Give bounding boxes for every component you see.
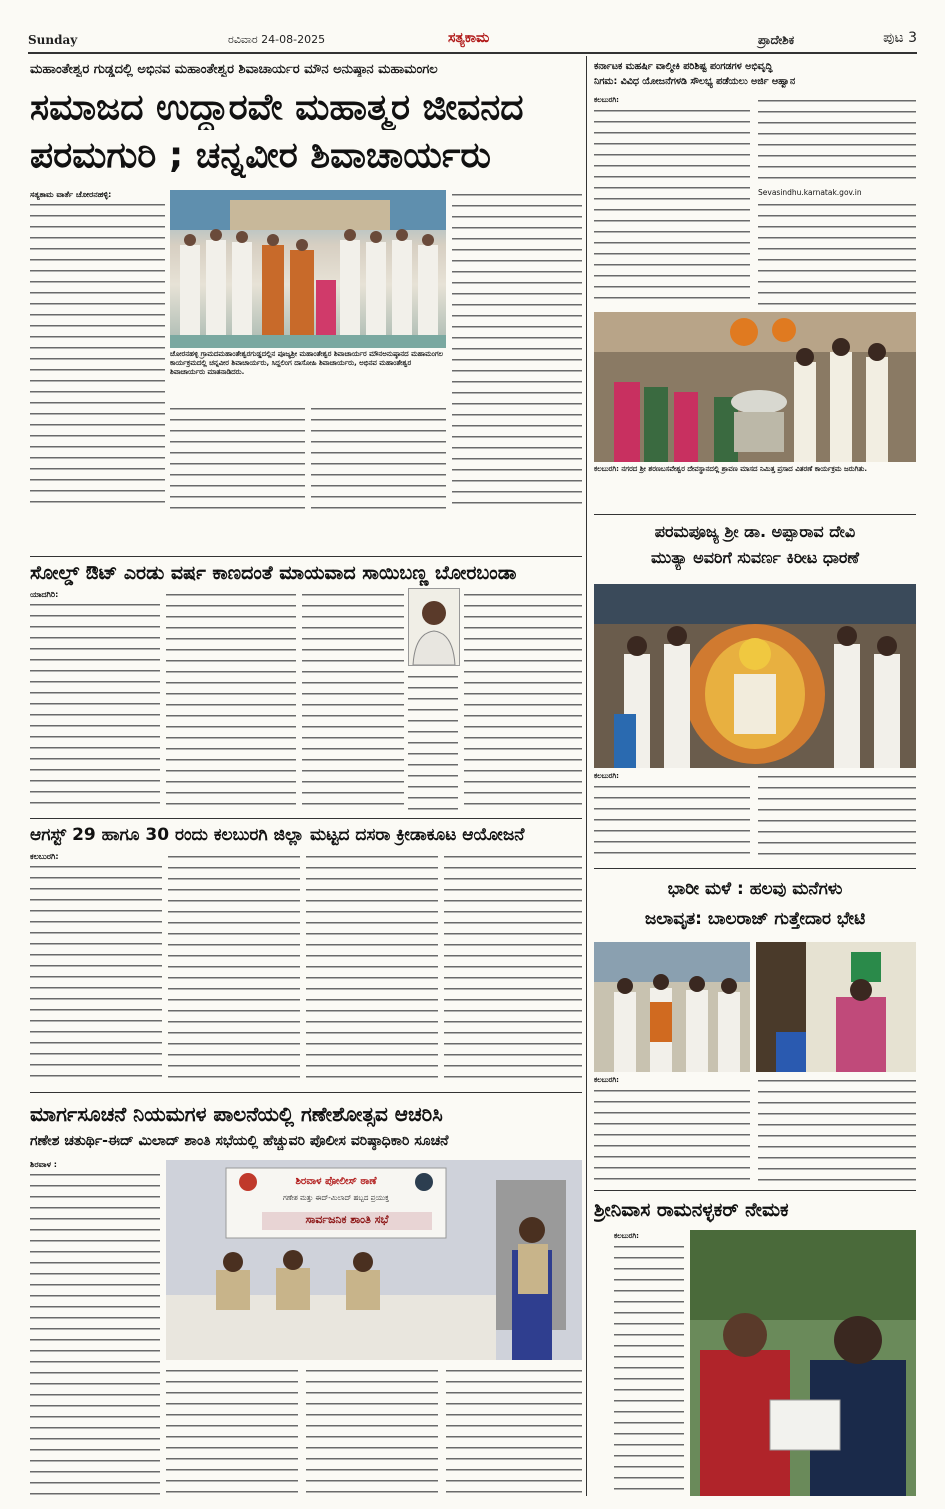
right3-photo-left: [594, 942, 750, 1072]
story1-kicker: ಮಹಾಂತೇಶ್ವರ ಗುಡ್ಡದಲ್ಲಿ ಅಭಿನವ ಮಹಾಂತೇಶ್ವರ ಶಿವಾಚಾರ್ಯರ ಮೌನ ಅನುಷ್ಠಾನ ಮಹಾಮಂಗಲ: [30, 62, 438, 77]
story1-title-line2: ಪರಮಗುರಿ ; ಚನ್ನವೀರ ಶಿವಾಚಾರ್ಯರು: [30, 135, 491, 176]
right2-dateline: ಕಲಬುರಗಿ:: [594, 772, 619, 780]
rule-2: [30, 818, 582, 819]
page-label: ಪುಟ: [883, 30, 904, 46]
story3-body-col2: [168, 852, 300, 1082]
story1-photo: [170, 190, 446, 348]
right2-title-line1: ಪರಮಪೂಜ್ಯ ಶ್ರೀ ಡಾ. ಅಪ್ಪಾರಾವ ದೇವಿ: [654, 522, 856, 541]
right1-title-line2: ನಿಗಮ: ವಿವಿಧ ಯೋಜನೆಗಳಡಿ ಸೌಲಭ್ಯ ಪಡೆಯಲು ಅರ್ಜಿ ಆಹ್ವಾನ: [594, 76, 796, 87]
right1-photo: [594, 312, 916, 462]
right2-body-col2: [758, 772, 916, 862]
story1-body-col2: [170, 404, 305, 510]
story4-title: ಮಾರ್ಗಸೂಚನೆ ನಿಯಮಗಳ ಪಾಲನೆಯಲ್ಲಿ ಗಣೇಶೋತ್ಸವ ಆಚರಿಸಿ: [30, 1102, 443, 1126]
story3-body-col3: [306, 852, 438, 1082]
column-divider: [586, 56, 587, 1496]
story1-caption: ಚೋರನಹಳ್ಳಿ ಗ್ರಾಮದಮಹಾಂತೇಶ್ವರಗುಡ್ಡದಲ್ಲಿನ ಪೂಜ್ಯಶ್ರೀ ಮಹಾಂತೇಶ್ವರ ಶಿವಾಚಾರ್ಯರ ಮೌನಅನುಷ್ಠಾನದ ಮಹಾಮಂಗಲ ಕಾರ್ಯಕ್ರಮದಲ್ಲಿ ಚನ್ನವೀರ ಶಿವಾಚಾರ್ಯರು, ಸಿದ್ದಲಿಂಗ ದಾಸೋಹಿ ಶಿವಾಚಾರ್ಯರು, ಅಭಿನವ ಮಹಾಂತೇಶ್ವರ ಶಿವಾಚಾರ್ಯರು ಮಾತನಾಡಿದರು.: [170, 350, 444, 376]
right4-dateline: ಕಲಬುರಗಿ:: [614, 1232, 639, 1240]
rule-r3: [594, 1190, 916, 1191]
story3-dateline: ಕಲಬುರಗಿ:: [30, 852, 59, 861]
story1-body-col1: [30, 200, 165, 510]
story4-body-col2: [166, 1366, 298, 1495]
right2-photo: [594, 584, 916, 768]
masthead: ಸತ್ಯಕಾಮ: [448, 30, 490, 46]
page-header: [28, 30, 917, 54]
right1-dateline: ಕಲಬುರಗಿ:: [594, 96, 619, 104]
right1-title-line1: ಕರ್ನಾಟಕ ಮಹರ್ಷಿ ವಾಲ್ಮೀಕಿ ಪರಿಶಿಷ್ಟ ಪಂಗಡಗಳ ಅಭಿವೃದ್ಧಿ: [594, 61, 773, 72]
rule-r2: [594, 868, 916, 869]
story4-body-col1: [30, 1170, 160, 1495]
right3-photo-right: [756, 942, 916, 1072]
story2-dateline: ಯಾದಗಿರಿ:: [30, 590, 59, 599]
right1-body-col2b: [758, 200, 916, 306]
story1-dateline: ಸತ್ಯಕಾಮ ವಾರ್ತೆ ಚೋರನಹಳ್ಳಿ:: [30, 190, 112, 199]
story4-photo: [166, 1160, 582, 1360]
right3-title-line2: ಜಲಾವೃತ: ಬಾಲರಾಜ್ ಗುತ್ತೇದಾರ ಭೇಟಿ: [644, 909, 866, 929]
section-label: ಪ್ರಾದೇಶಿಕ: [758, 33, 795, 47]
story4-body-col4: [446, 1366, 582, 1495]
rule-r1: [594, 514, 916, 515]
right4-title: ಶ್ರೀನಿವಾಸ ರಾಮನಳ್ಳಕರ್ ನೇಮಕ: [594, 1199, 789, 1221]
right2-title-line2: ಮುತ್ಯಾ ಅವರಿಗೆ ಸುವರ್ಣ ಕಿರೀಟ ಧಾರಣೆ: [650, 548, 860, 567]
page-number: 3: [908, 30, 917, 46]
story2-body-col2: [166, 590, 296, 810]
rule-1: [30, 556, 582, 557]
right3-title-line1: ಭಾರೀ ಮಳೆ : ಹಲವು ಮನೆಗಳು: [667, 879, 843, 899]
right1-body-col1: [594, 106, 750, 306]
right3-body-col1: [594, 1086, 750, 1182]
right1-caption: ಕಲಬುರಗಿ: ನಗರದ ಶ್ರೀ ಶರಣಬಸವೇಶ್ವರ ದೇವಸ್ಥಾನದಲ್ಲಿ ಶ್ರಾವಣ ಮಾಸದ ನಿಮಿತ್ತ ಪ್ರಸಾದ ವಿತರಣೆ ಕಾರ್ಯಕ್ರಮ ಜರುಗಿತು.: [594, 465, 868, 473]
story3-body-col4: [444, 852, 582, 1082]
story1-title-line1: ಸಮಾಜದ ಉದ್ದಾರವೇ ಮಹಾತ್ಮರ ಜೀವನದ: [30, 87, 524, 128]
story4-body-col3: [306, 1366, 438, 1495]
right1-url: Sevasindhu.karnatak.gov.in: [758, 188, 862, 197]
banner-station: ಶಿರವಾಳ ಪೋಲೀಸ್ ಠಾಣೆ: [295, 1176, 377, 1187]
story2-body-col3: [302, 590, 404, 810]
banner-main: ಸಾರ್ವಜನಿಕ ಶಾಂತಿ ಸಭೆ: [305, 1213, 389, 1226]
right3-body-col2: [758, 1076, 916, 1182]
page-number-box: [883, 30, 917, 46]
right4-body: [614, 1242, 684, 1496]
story2-body-col5: [464, 590, 582, 810]
date-label: ರವಿವಾರ 24-08-2025: [228, 33, 326, 46]
day-label: Sunday: [28, 33, 78, 47]
story4-subtitle: ಗಣೇಶ ಚತುರ್ಥಿ-ಈದ್ ಮಿಲಾದ್ ಶಾಂತಿ ಸಭೆಯಲ್ಲಿ ಹೆಚ್ಚುವರಿ ಪೊಲೀಸ ವರಿಷ್ಠಾಧಿಕಾರಿ ಸೂಚನೆ: [30, 1133, 449, 1149]
story4-dateline: ಶಿರವಾಳ :: [30, 1160, 57, 1169]
story2-portrait: [408, 588, 460, 666]
story2-title: ಸೋಲ್ಡ್ ಔಟ್ ಎರಡು ವರ್ಷ ಕಾಣದಂತೆ ಮಾಯವಾದ ಸಾಯಿಬಣ್ಣ ಬೋರಬಂಡಾ: [30, 562, 517, 584]
story2-body-col1: [30, 600, 160, 810]
right1-body-col2a: [758, 96, 916, 186]
story3-title: ಆಗಸ್ಟ್ 29 ಹಾಗೂ 30 ರಂದು ಕಲಬುರಗಿ ಜಿಲ್ಲಾ ಮಟ್ಟದ ದಸರಾ ಕ್ರೀಡಾಕೂಟ ಆಯೋಜನೆ: [30, 825, 525, 845]
story1-body-col3: [311, 404, 446, 510]
banner-sub: ಗಣೇಶ ಮತ್ತು ಈದ್-ಮಿಲಾದ್ ಹಬ್ಬದ ಪ್ರಯುಕ್ತ: [283, 1194, 389, 1202]
rule-3: [30, 1092, 582, 1093]
right2-body-col1: [594, 782, 750, 862]
story1-body-col4: [452, 190, 582, 510]
story2-body-col4: [408, 672, 458, 810]
right3-dateline: ಕಲಬುರಗಿ:: [594, 1076, 619, 1084]
story3-body-col1: [30, 862, 162, 1082]
right4-photo: [690, 1230, 916, 1496]
